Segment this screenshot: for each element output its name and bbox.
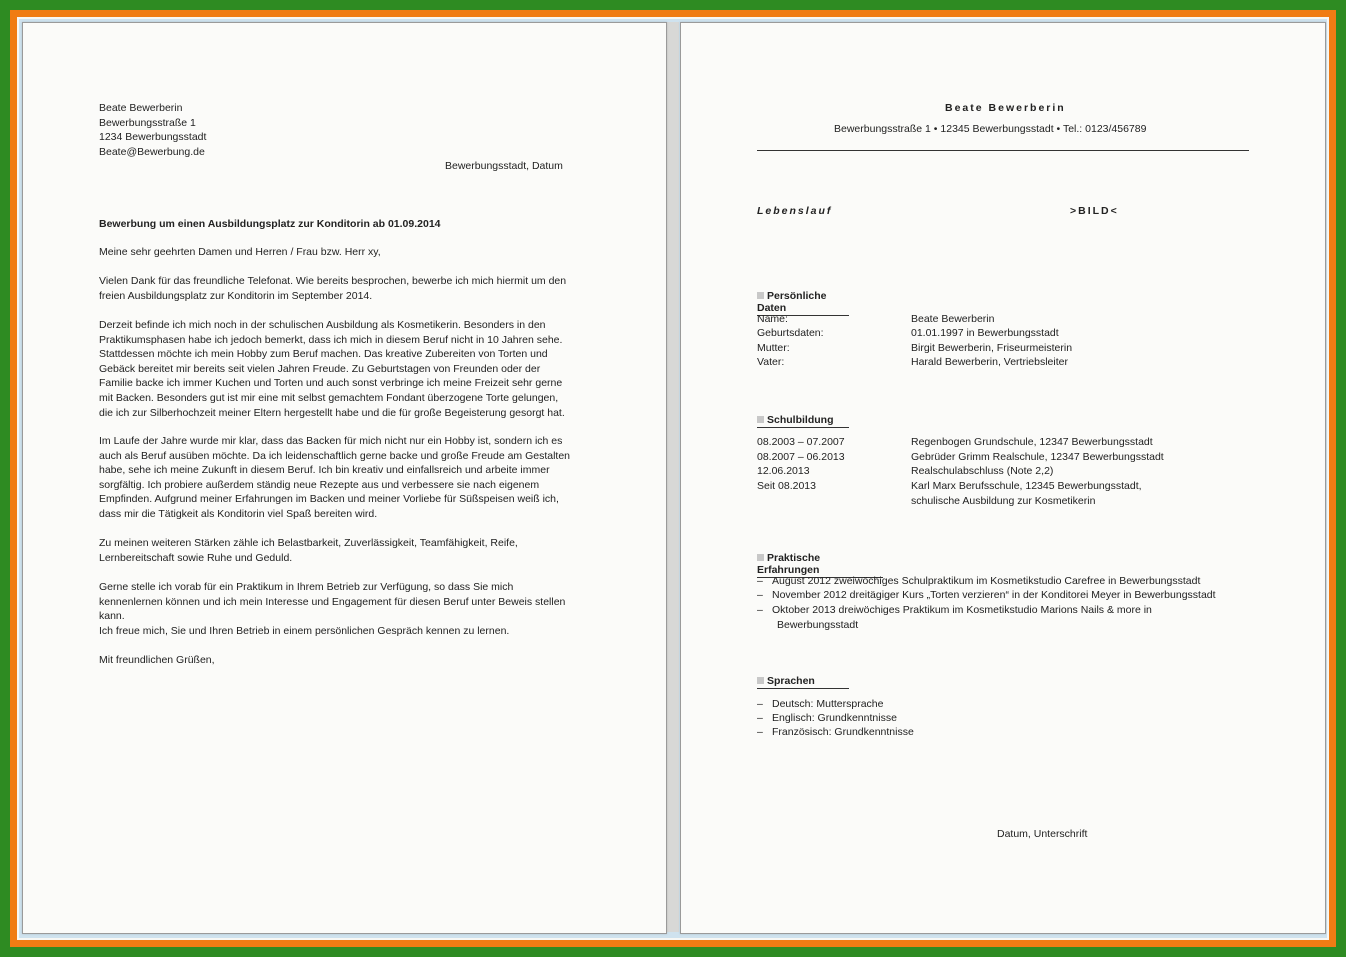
practical-item-text: August 2012 zweiwöchiges Schulpraktikum im Kosmetikstudio Carefree in Bewerbungsstadt [772, 575, 1201, 587]
language-item-text: Englisch: Grundkenntnisse [772, 712, 897, 724]
page-gutter [666, 22, 679, 932]
school-date: Seit 08.2013 [757, 480, 816, 492]
paragraph-line: dass mir die Tätigkeit als Konditorin viel Spaß bereiten wird. [99, 507, 378, 520]
personal-label: Geburtsdaten: [757, 327, 824, 339]
letter-subject: Bewerbung um einen Ausbildungsplatz zur Konditorin ab 01.09.2014 [99, 218, 441, 230]
paragraph-line: Derzeit befinde ich mich noch in der schulischen Ausbildung als Kosmetikerin. Besonders in den [99, 319, 546, 331]
bullet-square-icon [757, 292, 764, 299]
paragraph-line: Familie backe ich immer Kuchen und Torten und auch sonst verbringe ich meine Freizeit sehr gerne [99, 377, 563, 390]
sender-address [99, 101, 206, 159]
personal-label: Vater: [757, 356, 785, 368]
practical-item-text: Oktober 2013 dreiwöchiges Praktikum im Kosmetikstudio Marions Nails & more in [772, 604, 1152, 616]
sender-line: Beate Bewerberin [99, 102, 183, 114]
language-item-text: Deutsch: Muttersprache [772, 698, 884, 710]
paragraph-line: Empfinden. Aufgrund meiner Erfahrungen im Backen und meiner Vorliebe für Süßspeisen weiß ich, [99, 493, 559, 506]
paragraph-line: auch als Beruf ausüben möchte. Da ich leidenschaftlich gerne backe und große Freude am Gestalten [99, 449, 571, 462]
section-heading-languages [757, 675, 849, 689]
sender-line: Bewerbungsstraße 1 [99, 116, 196, 129]
letter-closing: Mit freundlichen Grüßen, [99, 654, 215, 666]
paragraph-line: kann. [99, 610, 125, 623]
paragraph-line: Vielen Dank für das freundliche Telefonat. Wie bereits besprochen, bewerbe ich mich hiermit um den [99, 275, 567, 287]
practical-item: – August 2012 zweiwöchiges Schulpraktikum im Kosmetikstudio Carefree in Bewerbungsstadt [757, 575, 1201, 587]
school-date: 12.06.2013 [757, 465, 810, 477]
personal-label: Name: [757, 313, 788, 325]
language-item: – Französisch: Grundkenntnisse [757, 726, 914, 738]
school-entry: Realschulabschluss (Note 2,2) [911, 465, 1054, 477]
language-item-text: Französisch: Grundkenntnisse [772, 726, 914, 738]
school-entry: Gebrüder Grimm Realschule, 12347 Bewerbungsstadt [911, 451, 1164, 463]
paragraph-line: Praktikumsphasen habe ich jedoch bemerkt, dass ich mich in diesem Beruf nicht in 10 Jahren sehe. [99, 333, 563, 346]
paragraph-line: mit Backen. Besonders gut ist mir eine mit selbst gemachtem Fondant überzogene Torte gelungen, [99, 391, 559, 404]
personal-value: 01.01.1997 in Bewerbungsstadt [911, 327, 1059, 339]
letter-paragraph [99, 580, 565, 638]
school-entry: Karl Marx Berufsschule, 12345 Bewerbungsstadt, [911, 480, 1142, 492]
section-heading-label: Schulbildung [767, 414, 834, 426]
cv-contact: Bewerbungsstraße 1 • 12345 Bewerbungsstadt • Tel.: 0123/456789 [834, 123, 1147, 135]
header-rule [757, 150, 1249, 151]
school-entry: Regenbogen Grundschule, 12347 Bewerbungsstadt [911, 436, 1153, 448]
paragraph-line: Stattdessen möchte ich mein Hobby zum Beruf machen. Das kreative Zubereiten von Torten und [99, 348, 548, 361]
bullet-square-icon [757, 677, 764, 684]
letter-paragraph [99, 318, 565, 420]
personal-value: Beate Bewerberin [911, 313, 995, 325]
letter-paragraph [99, 536, 518, 565]
paragraph-line: die ich zur Silberhochzeit meiner Eltern hergestellt habe und die für große Begeisterung gesorgt hat. [99, 406, 565, 419]
paragraph-line: sorgfältig. Ich probiere außerdem ständig neue Rezepte aus und verbessere sie nach eigenem [99, 478, 540, 491]
place-date: Bewerbungsstadt, Datum [445, 160, 563, 172]
school-entry: schulische Ausbildung zur Kosmetikerin [911, 495, 1096, 507]
paragraph-line: freien Ausbildungsplatz zur Konditorin im September 2014. [99, 289, 373, 302]
cover-letter-page [22, 22, 667, 934]
letter-paragraph [99, 274, 566, 303]
paragraph-line: Lernbereitschaft sowie Ruhe und Geduld. [99, 551, 293, 564]
paragraph-line: Gerne stelle ich vorab für ein Praktikum in Ihrem Betrieb zur Verfügung, so dass Sie mich [99, 581, 514, 593]
sender-line: Beate@Bewerbung.de [99, 145, 205, 158]
language-item: – Deutsch: Muttersprache [757, 698, 884, 710]
paragraph-line: Ich freue mich, Sie und Ihren Betrieb in einem persönlichen Gespräch kennen zu lernen. [99, 624, 510, 637]
language-item: – Englisch: Grundkenntnisse [757, 712, 897, 724]
paragraph-line: habe, sehe ich meine Zukunft in diesem Beruf. Ich bin kreativ und einfallsreich und arbeite immer [99, 464, 550, 477]
paragraph-line: Im Laufe der Jahre wurde mir klar, dass das Backen für mich nicht nur ein Hobby ist, sondern ich es [99, 435, 563, 447]
personal-value: Harald Bewerberin, Vertriebsleiter [911, 356, 1068, 368]
cv-name: Beate Bewerberin [945, 102, 1066, 114]
paragraph-line: kennenlernen können und ich mein Interesse und Engagement für diesen Beruf unter Beweis stellen [99, 595, 566, 608]
practical-item-text: November 2012 dreitägiger Kurs „Torten verzieren“ in der Konditorei Meyer in Bewerbungsstadt [772, 589, 1216, 601]
bullet-square-icon [757, 554, 764, 561]
personal-label: Mutter: [757, 342, 790, 354]
practical-item: – Oktober 2013 dreiwöchiges Praktikum im Kosmetikstudio Marions Nails & more in [757, 604, 1152, 616]
cv-page [680, 22, 1326, 934]
section-heading-label: Sprachen [767, 675, 815, 687]
section-heading-school [757, 414, 849, 428]
photo-placeholder: >BILD< [1070, 205, 1119, 217]
letter-salutation: Meine sehr geehrten Damen und Herren / Frau bzw. Herr xy, [99, 246, 381, 258]
practical-item: – November 2012 dreitägiger Kurs „Torten verzieren“ in der Konditorei Meyer in Bewerbungsstadt [757, 589, 1216, 601]
section-heading-label: Praktische Erfahrungen [757, 552, 821, 576]
cv-title: Lebenslauf [757, 205, 833, 217]
paragraph-line: Gebäck bereitet mir bereits seit vielen Jahren Freude. Zu Geburtstagen von Freunden oder der [99, 362, 541, 375]
signature-line: Datum, Unterschrift [997, 828, 1088, 840]
sender-line: 1234 Bewerbungsstadt [99, 131, 207, 144]
paragraph-line: Zu meinen weiteren Stärken zähle ich Belastbarkeit, Zuverlässigkeit, Teamfähigkeit, Reife, [99, 537, 518, 549]
school-date: 08.2007 – 06.2013 [757, 451, 845, 463]
personal-value: Birgit Bewerberin, Friseurmeisterin [911, 342, 1073, 354]
bullet-square-icon [757, 416, 764, 423]
letter-paragraph [99, 434, 570, 522]
section-heading-label: Persönliche Daten [757, 290, 827, 314]
practical-item-continuation: Bewerbungsstadt [777, 619, 859, 631]
school-date: 08.2003 – 07.2007 [757, 436, 845, 448]
